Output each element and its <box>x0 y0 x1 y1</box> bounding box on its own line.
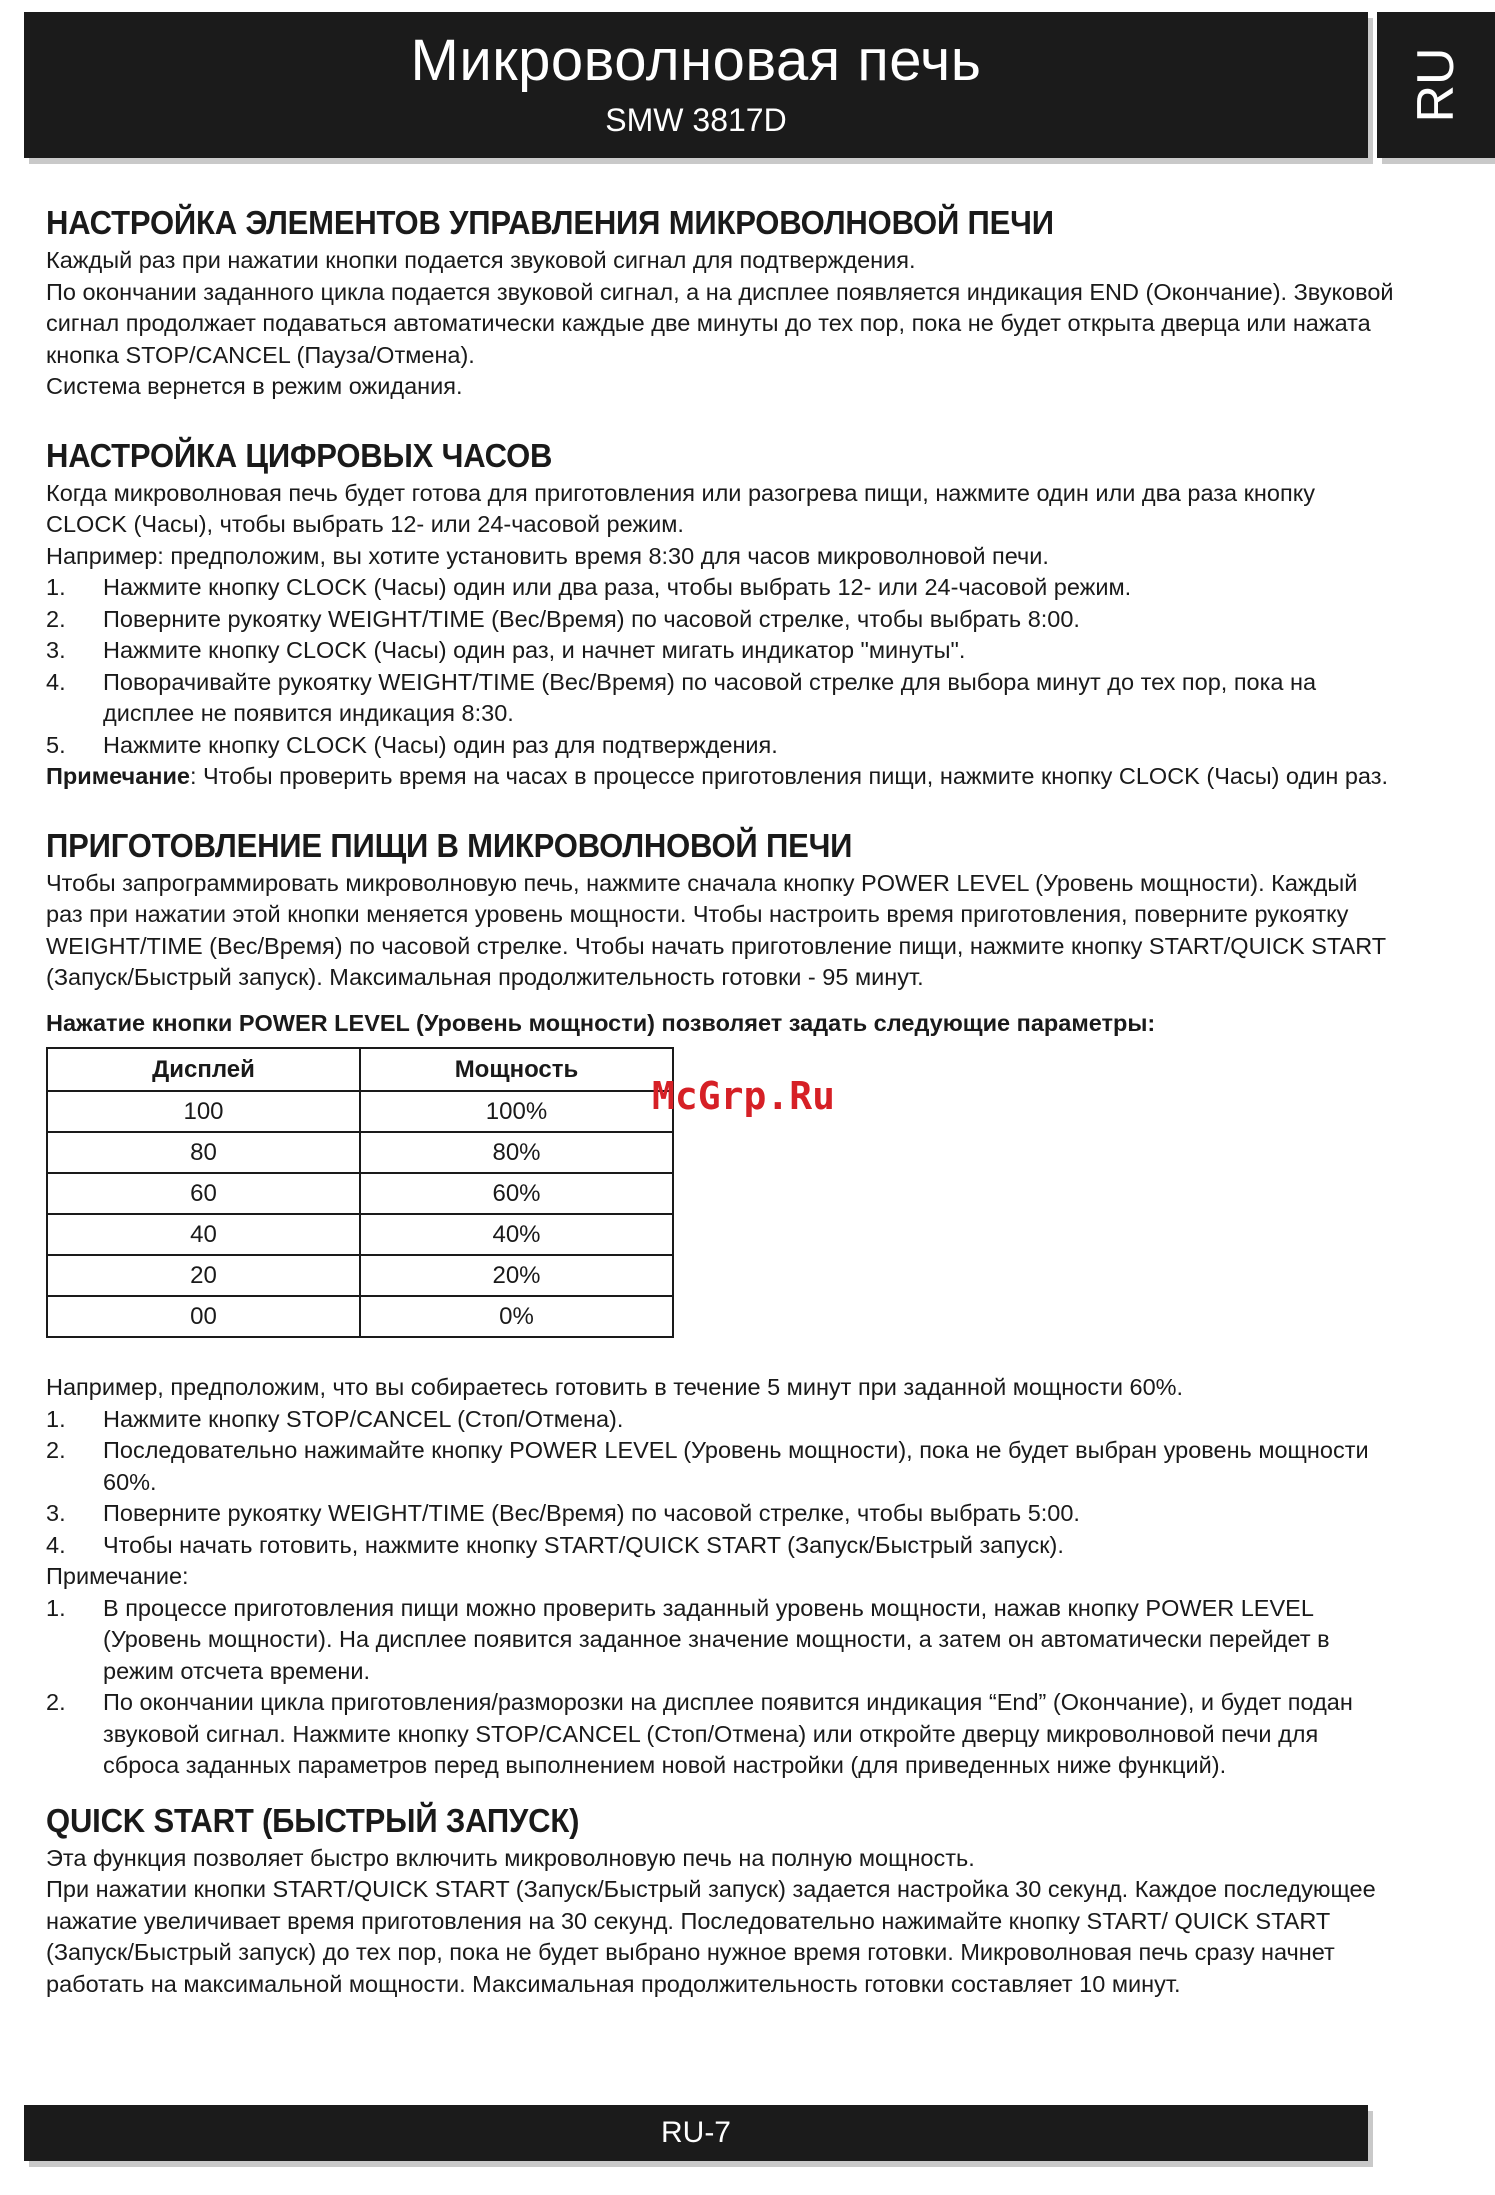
list-item <box>46 1687 1396 1782</box>
list-number: 4. <box>46 1531 66 1558</box>
list-number: 2. <box>46 605 66 632</box>
table-cell: 00 <box>47 1296 360 1337</box>
list-item <box>46 604 1396 636</box>
list-item <box>46 1530 1396 1562</box>
clock-note <box>46 761 1396 793</box>
list-item <box>46 1404 1396 1436</box>
page-header <box>24 12 1368 158</box>
note-label: Примечание <box>46 763 190 789</box>
section-clock <box>46 437 1396 793</box>
table-cell: 100% <box>360 1091 673 1132</box>
table-title: Нажатие кнопки POWER LEVEL (Уровень мощности) позволяет задать следующие параметры: <box>46 1009 1156 1036</box>
model-number: SMW 3817D <box>605 102 787 138</box>
page-number: RU-7 <box>660 2116 731 2149</box>
list-number: 2. <box>46 1689 66 1715</box>
section-heading: НАСТРОЙКА ЦИФРОВЫХ ЧАСОВ <box>46 436 553 474</box>
list-item <box>46 667 1396 730</box>
paragraph: По окончании заданного цикла подается звуковой сигнал, а на дисплее появляется индикация END (Окончание). Звуковой сигнал продолжает подаваться автоматически каждые две минуты до тех пор, пока не будет открыта дверца или нажата кнопка STOP/CANCEL (Пауза/Отмена). <box>46 278 1394 368</box>
watermark: McGrp.Ru <box>652 1074 836 1118</box>
paragraph: Например, предположим, что вы собираетесь готовить в течение 5 минут при заданной мощности 60%. <box>46 1374 1184 1400</box>
paragraph: Чтобы запрограммировать микроволновую печь, нажмите сначала кнопку POWER LEVEL (Уровень мощности). Каждый раз при нажатии этой кнопки меняется уровень мощности. Чтобы настроить время приготовления, поверните рукоятку WEIGHT/TIME (Вес/Время) по часовой стрелке. Чтобы начать приготовление пищи, нажмите кнопку START/QUICK START (Запуск/Быстрый запуск). Максимальная продолжительность готовки - 95 минут. <box>46 869 1386 990</box>
section-quick-start <box>46 1802 1396 2001</box>
paragraph: Когда микроволновая печь будет готова для приготовления или разогрева пищи, нажмите один или два раза кнопку CLOCK (Часы), чтобы выбрать 12- или 24-часовой режим. <box>46 479 1315 537</box>
section-heading: НАСТРОЙКА ЭЛЕМЕНТОВ УПРАВЛЕНИЯ МИКРОВОЛНОВОЙ ПЕЧИ <box>46 204 1054 241</box>
list-number: 1. <box>46 574 66 600</box>
list-text: Нажмите кнопку CLOCK (Часы) один раз, и начнет мигать индикатор "минуты". <box>103 637 966 663</box>
table-row <box>47 1132 673 1173</box>
list-number: 2. <box>46 1437 66 1463</box>
list-text: Поверните рукоятку WEIGHT/TIME (Вес/Время) по часовой стрелке, чтобы выбрать 5:00. <box>103 1500 1080 1526</box>
list-number: 1. <box>46 1405 66 1432</box>
page-footer <box>24 2105 1368 2161</box>
section-cooking <box>46 827 1396 1782</box>
power-level-table <box>46 1047 674 1338</box>
table-cell: 80 <box>47 1132 360 1173</box>
table-header-row <box>47 1048 673 1091</box>
cooking-notes-list <box>46 1593 1396 1782</box>
list-number: 3. <box>46 1500 66 1526</box>
paragraph: При нажатии кнопки START/QUICK START (Запуск/Быстрый запуск) задается настройка 30 секунд. Каждое последующее нажатие увеличивает время приготовления на 30 секунд. Последовательно нажимайте кнопку START/ QUICK START (Запуск/Быстрый запуск) до тех пор, пока не будет выбрано нужное время готовки. Микроволновая печь сразу начнет работать на максимальной мощности. Максимальная продолжительность готовки составляет 10 минут. <box>46 1876 1376 1997</box>
list-text: Чтобы начать готовить, нажмите кнопку START/QUICK START (Запуск/Быстрый запуск). <box>103 1531 1064 1558</box>
table-row <box>47 1296 673 1337</box>
table-cell: 20% <box>360 1255 673 1296</box>
language-tab <box>1377 12 1495 158</box>
table-cell: 40% <box>360 1214 673 1255</box>
section-controls <box>46 204 1396 403</box>
list-text: Поверните рукоятку WEIGHT/TIME (Вес/Время) по часовой стрелке, чтобы выбрать 8:00. <box>103 605 1080 632</box>
list-text: Нажмите кнопку CLOCK (Часы) один раз для подтверждения. <box>103 731 778 758</box>
table-header-cell: Мощность <box>360 1048 673 1091</box>
language-label: RU <box>1407 47 1465 123</box>
list-item <box>46 730 1396 762</box>
table-cell: 40 <box>47 1214 360 1255</box>
list-text: Поворачивайте рукоятку WEIGHT/TIME (Вес/Время) по часовой стрелке для выбора минут до тех пор, пока на дисплее не появится индикация 8:30. <box>103 668 1317 726</box>
table-cell: 60 <box>47 1173 360 1214</box>
list-item <box>46 572 1396 604</box>
list-item <box>46 1498 1396 1530</box>
list-item <box>46 1593 1396 1688</box>
table-cell: 100 <box>47 1091 360 1132</box>
clock-steps-list <box>46 572 1396 761</box>
list-text: Последовательно нажимайте кнопку POWER LEVEL (Уровень мощности), пока не будет выбран уровень мощности 60%. <box>103 1437 1369 1495</box>
table-cell: 60% <box>360 1173 673 1214</box>
list-text: В процессе приготовления пищи можно проверить заданный уровень мощности, нажав кнопку POWER LEVEL (Уровень мощности). На дисплее появится заданное значение мощности, а затем он автоматически перейдет в режим отсчета времени. <box>103 1594 1330 1684</box>
table-header-cell: Дисплей <box>47 1048 360 1091</box>
section-heading: QUICK START (БЫСТРЫЙ ЗАПУСК) <box>46 1801 580 1839</box>
paragraph: Например: предположим, вы хотите установить время 8:30 для часов микроволновой печи. <box>46 542 1049 569</box>
list-text: По окончании цикла приготовления/разморозки на дисплее появится индикация “End” (Окончание), и будет подан звуковой сигнал. Нажмите кнопку STOP/CANCEL (Стоп/Отмена) или откройте дверцу микроволновой печи для сброса заданных параметров перед выполнением новой настройки (для приведенных ниже функций). <box>103 1689 1353 1778</box>
section-heading: ПРИГОТОВЛЕНИЕ ПИЩИ В МИКРОВОЛНОВОЙ ПЕЧИ <box>46 826 853 864</box>
table-cell: 20 <box>47 1255 360 1296</box>
list-text: Нажмите кнопку STOP/CANCEL (Стоп/Отмена). <box>103 1405 624 1432</box>
table-cell: 0% <box>360 1296 673 1337</box>
list-number: 1. <box>46 1594 66 1621</box>
paragraph: Система вернется в режим ожидания. <box>46 373 463 399</box>
list-number: 3. <box>46 637 66 663</box>
cooking-steps-list <box>46 1404 1396 1562</box>
list-item <box>46 1435 1396 1498</box>
list-number: 5. <box>46 731 66 758</box>
paragraph: Каждый раз при нажатии кнопки подается звуковой сигнал для подтверждения. <box>46 247 916 273</box>
list-item <box>46 635 1396 667</box>
table-row <box>47 1255 673 1296</box>
table-row <box>47 1173 673 1214</box>
note-text: : Чтобы проверить время на часах в процессе приготовления пищи, нажмите кнопку CLOCK (Часы) один раз. <box>189 763 1389 789</box>
note-label: Примечание: <box>46 1563 189 1589</box>
table-row <box>47 1091 673 1132</box>
page-content <box>46 204 1396 2034</box>
list-text: Нажмите кнопку CLOCK (Часы) один или два раза, чтобы выбрать 12- или 24-часовой режим. <box>103 574 1132 600</box>
paragraph: Эта функция позволяет быстро включить микроволновую печь на полную мощность. <box>46 1844 975 1871</box>
document-title: Микроволновая печь <box>410 28 982 93</box>
table-cell: 80% <box>360 1132 673 1173</box>
table-row <box>47 1214 673 1255</box>
list-number: 4. <box>46 668 66 695</box>
